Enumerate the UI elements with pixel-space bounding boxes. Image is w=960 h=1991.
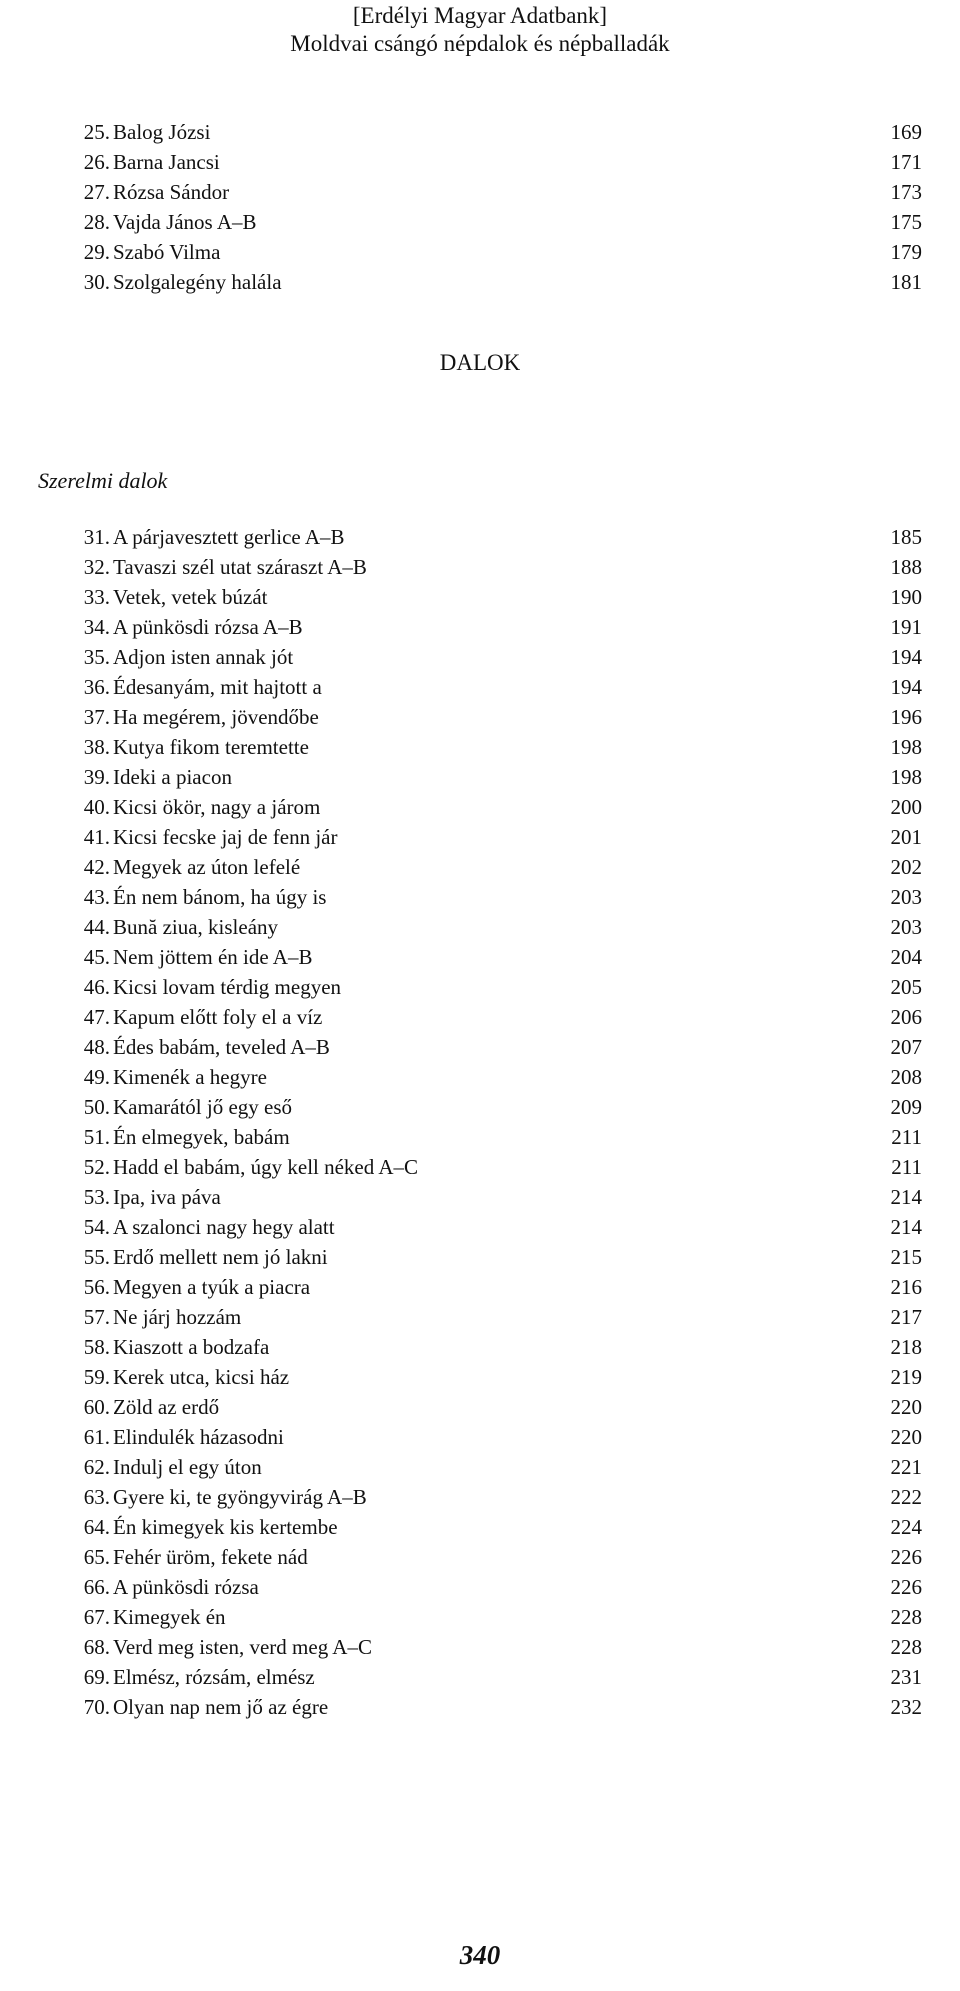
- toc-entry: [58, 1152, 922, 1182]
- toc-entry: [58, 792, 922, 822]
- toc-entry-page: 217: [890, 1305, 922, 1329]
- toc-entry-title: Kamarától jő egy eső: [113, 1095, 293, 1119]
- toc-entry: [58, 177, 922, 207]
- toc-entry-page: 214: [890, 1215, 922, 1239]
- toc-entry-number: 31.: [83, 525, 110, 549]
- toc-entry-title: Édes babám, teveled A–B: [113, 1035, 330, 1059]
- toc-entry-page: 207: [890, 1035, 922, 1059]
- toc-entry-page: 200: [890, 795, 922, 819]
- toc-entry-title: A szalonci nagy hegy alatt: [113, 1215, 335, 1239]
- toc-entry-page: 219: [890, 1365, 922, 1389]
- toc-entry-title: A pünkösdi rózsa: [113, 1575, 259, 1599]
- toc-entry-number: 44.: [83, 915, 110, 939]
- toc-entry-title: Gyere ki, te gyöngyvirág A–B: [113, 1485, 367, 1509]
- toc-entry-number: 60.: [83, 1395, 110, 1419]
- toc-entry-title: Én kimegyek kis kertembe: [113, 1515, 338, 1539]
- subsection-title: Szerelmi dalok: [38, 468, 168, 493]
- toc-entry-page: 179: [890, 240, 922, 264]
- toc-entry-page: 211: [891, 1125, 922, 1149]
- toc-entry: [58, 552, 922, 582]
- toc-entry-number: 51.: [83, 1125, 110, 1149]
- toc-entry-number: 49.: [83, 1065, 110, 1089]
- toc-entry-title: Bună ziua, kisleány: [113, 915, 279, 939]
- toc-entry-title: Ne járj hozzám: [113, 1305, 242, 1329]
- toc-entry-title: Megyen a tyúk a piacra: [113, 1275, 311, 1299]
- toc-entry-number: 58.: [83, 1335, 110, 1359]
- toc-entry-page: 209: [890, 1095, 922, 1119]
- toc-entry-title: Megyek az úton lefelé: [113, 855, 301, 879]
- section-title: DALOK: [439, 350, 521, 375]
- toc-entry-title: Kutya fikom teremtette: [113, 735, 309, 759]
- toc-entry-title: A pünkösdi rózsa A–B: [113, 615, 303, 639]
- toc-entry-title: Tavaszi szél utat száraszt A–B: [113, 555, 367, 579]
- toc-entry-page: 228: [890, 1605, 922, 1629]
- toc-entry-number: 48.: [83, 1035, 110, 1059]
- toc-entry-title: Elindulék házasodni: [113, 1425, 284, 1449]
- toc-entry: [58, 1542, 922, 1572]
- toc-entry-title: Vajda János A–B: [113, 210, 257, 234]
- toc-entry-page: 218: [890, 1335, 922, 1359]
- toc-entry-title: Elmész, rózsám, elmész: [113, 1665, 315, 1689]
- toc-entry-page: 208: [890, 1065, 922, 1089]
- toc-entry-number: 40.: [83, 795, 110, 819]
- toc-entry-page: 194: [890, 675, 922, 699]
- toc-entry-title: Verd meg isten, verd meg A–C: [113, 1635, 372, 1659]
- toc-entry-title: Ha megérem, jövendőbe: [113, 705, 319, 729]
- toc-entry-number: 32.: [83, 555, 110, 579]
- toc-entry-number: 54.: [83, 1215, 110, 1239]
- toc-entry: [58, 1362, 922, 1392]
- toc-entry-number: 63.: [83, 1485, 110, 1509]
- toc-entry: [58, 672, 922, 702]
- toc-entry-title: Balog Józsi: [113, 120, 211, 144]
- toc-entry-page: 202: [890, 855, 922, 879]
- toc-entry-page: 211: [891, 1155, 922, 1179]
- toc-entry-number: 25.: [83, 120, 110, 144]
- toc-entry-number: 37.: [83, 705, 110, 729]
- toc-entry-page: 173: [890, 180, 922, 204]
- toc-entry: [58, 117, 922, 147]
- toc-entry-page: 196: [890, 705, 922, 729]
- toc-entry: [58, 882, 922, 912]
- page-number: 340: [459, 1940, 501, 1970]
- toc-entry-page: 215: [890, 1245, 922, 1269]
- toc-entry-page: 169: [890, 120, 922, 144]
- toc-entry: [58, 1182, 922, 1212]
- toc-entry-number: 36.: [83, 675, 110, 699]
- toc-entry-title: Indulj el egy úton: [113, 1455, 262, 1479]
- toc-entry-number: 65.: [83, 1545, 110, 1569]
- toc-entry-number: 64.: [83, 1515, 110, 1539]
- toc-entry-title: Zöld az erdő: [113, 1395, 220, 1419]
- toc-entry-title: Kimegyek én: [113, 1605, 226, 1629]
- toc-entry-title: A párjavesztett gerlice A–B: [113, 525, 345, 549]
- toc-entry-title: Hadd el babám, úgy kell néked A–C: [113, 1155, 419, 1179]
- toc-entry-page: 190: [890, 585, 922, 609]
- toc-entry-page: 224: [890, 1515, 922, 1539]
- toc-entry-number: 45.: [83, 945, 110, 969]
- toc-entry: [58, 267, 922, 297]
- toc-entry-page: 203: [890, 915, 922, 939]
- toc-entry: [58, 612, 922, 642]
- toc-entry: [58, 1482, 922, 1512]
- toc-entry-title: Kicsi fecske jaj de fenn jár: [113, 825, 338, 849]
- toc-entry-number: 35.: [83, 645, 110, 669]
- toc-entry-page: 231: [890, 1665, 922, 1689]
- toc-entry: [58, 207, 922, 237]
- toc-entry: [58, 147, 922, 177]
- toc-entry-page: 201: [890, 825, 922, 849]
- toc-entry-number: 57.: [83, 1305, 110, 1329]
- toc-entry-page: 226: [890, 1575, 922, 1599]
- toc-entry-page: 198: [890, 735, 922, 759]
- toc-entry-page: 204: [890, 945, 922, 969]
- toc-entry: [58, 1392, 922, 1422]
- toc-entry-number: 46.: [83, 975, 110, 999]
- toc-entry: [58, 1632, 922, 1662]
- toc-entry-page: 221: [890, 1455, 922, 1479]
- toc-entry: [58, 1092, 922, 1122]
- toc-entry-title: Ipa, iva páva: [113, 1185, 221, 1209]
- toc-entry-page: 228: [890, 1635, 922, 1659]
- toc-entry-page: 232: [890, 1695, 922, 1719]
- toc-entry-title: Nem jöttem én ide A–B: [113, 945, 313, 969]
- toc-entry-number: 34.: [83, 615, 110, 639]
- toc-entry-number: 56.: [83, 1275, 110, 1299]
- toc-entry-title: Fehér üröm, fekete nád: [113, 1545, 308, 1569]
- toc-entry-number: 68.: [83, 1635, 110, 1659]
- toc-entry-number: 52.: [83, 1155, 110, 1179]
- toc-entry-number: 30.: [83, 270, 110, 294]
- toc-entry: [58, 642, 922, 672]
- toc-entry: [58, 1272, 922, 1302]
- toc-entry: [58, 522, 922, 552]
- toc-entry: [58, 702, 922, 732]
- toc-entry-page: 226: [890, 1545, 922, 1569]
- toc-entry-title: Barna Jancsi: [113, 150, 220, 174]
- toc-entry-number: 39.: [83, 765, 110, 789]
- header-book-title: Moldvai csángó népdalok és népballadák: [290, 31, 670, 56]
- toc-entry-number: 29.: [83, 240, 110, 264]
- toc-entry-page: 220: [890, 1395, 922, 1419]
- toc-entry: [58, 1452, 922, 1482]
- toc-entry-page: 171: [890, 150, 922, 174]
- toc-entry-title: Szolgalegény halála: [113, 270, 282, 294]
- toc-entry-page: 205: [890, 975, 922, 999]
- toc-entry-number: 55.: [83, 1245, 110, 1269]
- toc-entry-number: 26.: [83, 150, 110, 174]
- toc-entry: [58, 1692, 922, 1722]
- toc-entry-page: 222: [890, 1485, 922, 1509]
- toc-entry: [58, 1422, 922, 1452]
- toc-entry-title: Kicsi lovam térdig megyen: [113, 975, 342, 999]
- toc-entry-number: 59.: [83, 1365, 110, 1389]
- toc-entry: [58, 1062, 922, 1092]
- toc-entry: [58, 582, 922, 612]
- toc-entry: [58, 1602, 922, 1632]
- toc-entry-page: 203: [890, 885, 922, 909]
- toc-entry-number: 53.: [83, 1185, 110, 1209]
- toc-entry-page: 216: [890, 1275, 922, 1299]
- toc-entry: [58, 912, 922, 942]
- toc-entry: [58, 1032, 922, 1062]
- toc-entry: [58, 1242, 922, 1272]
- toc-entry: [58, 1662, 922, 1692]
- toc-entry: [58, 237, 922, 267]
- toc-entry-number: 43.: [83, 885, 110, 909]
- toc-entry-title: Kicsi ökör, nagy a járom: [113, 795, 321, 819]
- toc-entry-number: 50.: [83, 1095, 110, 1119]
- toc-entry-number: 27.: [83, 180, 110, 204]
- toc-entry-title: Én nem bánom, ha úgy is: [113, 885, 327, 909]
- toc-entry-number: 41.: [83, 825, 110, 849]
- toc-entry: [58, 822, 922, 852]
- toc-entry-title: Édesanyám, mit hajtott a: [113, 675, 322, 699]
- toc-entry: [58, 942, 922, 972]
- toc-entry-title: Kerek utca, kicsi ház: [113, 1365, 290, 1389]
- toc-entry: [58, 732, 922, 762]
- toc-entry-title: Erdő mellett nem jó lakni: [113, 1245, 328, 1269]
- toc-entry-number: 47.: [83, 1005, 110, 1029]
- toc-entry-number: 42.: [83, 855, 110, 879]
- toc-entry-number: 61.: [83, 1425, 110, 1449]
- toc-entry-title: Rózsa Sándor: [113, 180, 230, 204]
- toc-entry-page: 206: [890, 1005, 922, 1029]
- toc-entry: [58, 852, 922, 882]
- toc-entry-number: 28.: [83, 210, 110, 234]
- toc-entry-page: 220: [890, 1425, 922, 1449]
- toc-entry-title: Kapum előtt foly el a víz: [113, 1005, 323, 1029]
- toc-entry-title: Kimenék a hegyre: [113, 1065, 267, 1089]
- toc-entry-number: 69.: [83, 1665, 110, 1689]
- toc-entry-title: Szabó Vilma: [113, 240, 221, 264]
- toc-entry-page: 175: [890, 210, 922, 234]
- toc-entry: [58, 1302, 922, 1332]
- toc-entry: [58, 1212, 922, 1242]
- toc-entry-page: 194: [890, 645, 922, 669]
- toc-entry-page: 181: [890, 270, 922, 294]
- toc-entry-title: Ideki a piacon: [113, 765, 232, 789]
- toc-entry: [58, 1512, 922, 1542]
- toc-entry: [58, 1002, 922, 1032]
- toc-entry-page: 191: [890, 615, 922, 639]
- toc-entry-number: 38.: [83, 735, 110, 759]
- toc-entry-page: 214: [890, 1185, 922, 1209]
- toc-entry-title: Kiaszott a bodzafa: [113, 1335, 270, 1359]
- toc-entry-number: 62.: [83, 1455, 110, 1479]
- toc-entry-page: 198: [890, 765, 922, 789]
- toc-entry: [58, 1572, 922, 1602]
- toc-entry-number: 66.: [83, 1575, 110, 1599]
- toc-entry-number: 67.: [83, 1605, 110, 1629]
- toc-entry: [58, 1332, 922, 1362]
- toc-entry: [58, 972, 922, 1002]
- toc-entry-title: Én elmegyek, babám: [113, 1125, 290, 1149]
- toc-top-list: [58, 117, 922, 297]
- toc-entry: [58, 1122, 922, 1152]
- toc-entry: [58, 762, 922, 792]
- header-source: [Erdélyi Magyar Adatbank]: [352, 3, 608, 28]
- toc-entry-number: 33.: [83, 585, 110, 609]
- toc-entry-title: Olyan nap nem jő az égre: [113, 1695, 329, 1719]
- page-header: [0, 2, 960, 58]
- toc-entry-page: 188: [890, 555, 922, 579]
- toc-entry-number: 70.: [83, 1695, 110, 1719]
- toc-entry-title: Adjon isten annak jót: [113, 645, 294, 669]
- toc-main-list: [58, 522, 922, 1722]
- toc-entry-title: Vetek, vetek búzát: [113, 585, 268, 609]
- toc-entry-page: 185: [890, 525, 922, 549]
